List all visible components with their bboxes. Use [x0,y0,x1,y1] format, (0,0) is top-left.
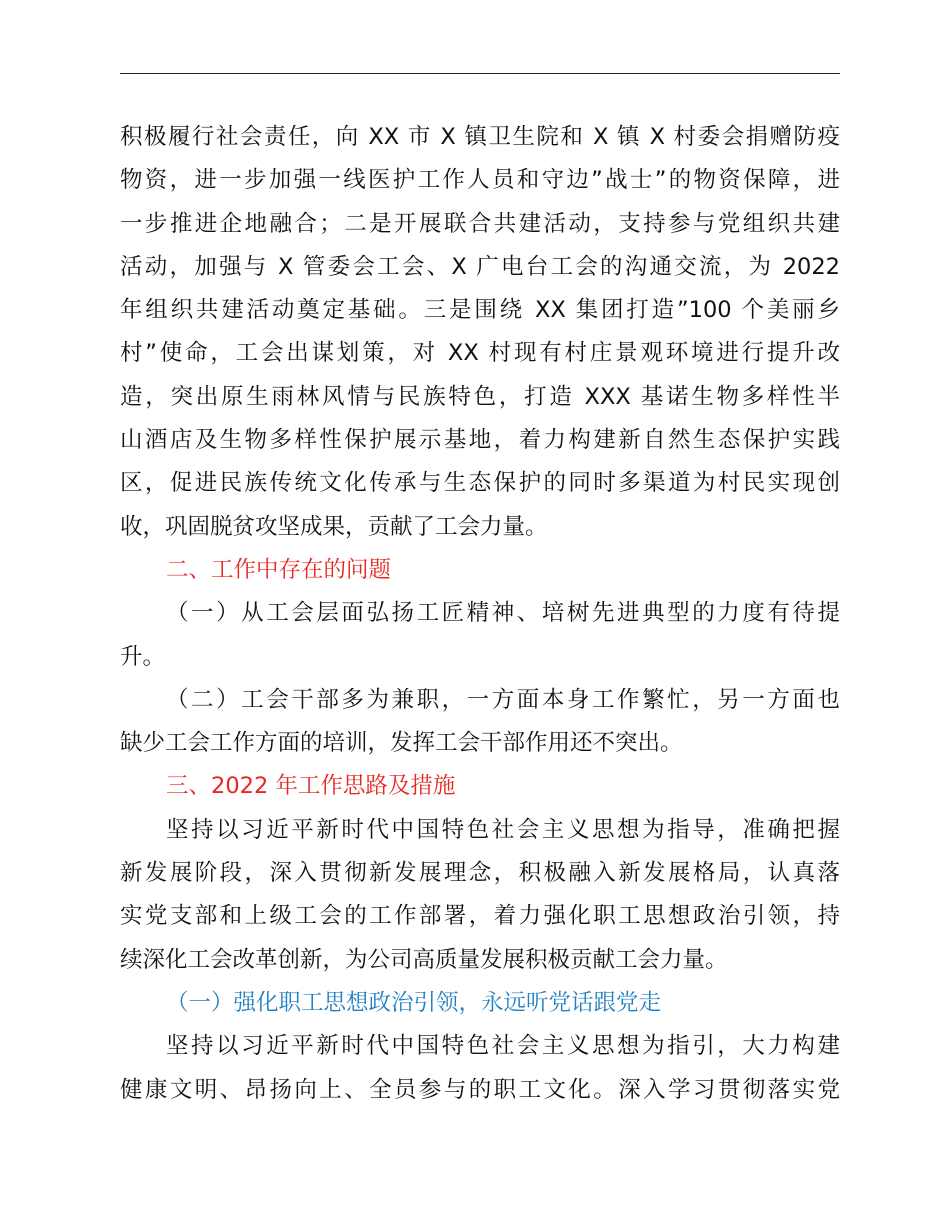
text-line: （二）工会干部多为兼职，一方面本身工作繁忙，另一方面也 [166,686,840,713]
text-line: 一步推进企地融合；二是开展联合共建活动，支持参与党组织共建 [120,210,840,237]
text-line: 年组织共建活动奠定基础。三是围绕 XX 集团打造”100 个美丽乡 [120,297,840,324]
political-guidance-paragraph [120,1025,840,1112]
text-line: 收，巩固脱贫攻坚成果，贡献了工会力量。 [120,513,548,540]
paragraph-continuation [120,116,840,549]
subsection-heading-political-guidance: （一）强化职工思想政治引领，永远听党话跟党走 [166,989,662,1016]
text-line: 物资，进一步加强一线医护工作人员和守边”战士”的物资保障，进 [120,167,840,194]
problem-item-2 [120,679,840,766]
text-line: 积极履行社会责任，向 XX 市 X 镇卫生院和 X 镇 X 村委会捐赠防疫 [120,124,840,150]
section-heading-plans: 三、2022 年工作思路及措施 [166,773,456,800]
text-line: （一）从工会层面弘扬工匠精神、培树先进典型的力度有待提 [166,600,840,627]
text-line: 升。 [120,643,166,670]
text-line: 区，促进民族传统文化传承与生态保护的同时多渠道为村民实现创 [120,470,840,497]
text-line: 坚持以习近平新时代中国特色社会主义思想为指导，准确把握 [166,816,840,843]
text-line: 山酒店及生物多样性保护展示基地，着力构建新自然生态保护实践 [120,427,840,454]
text-line: 实党支部和上级工会的工作部署，着力强化职工思想政治引领，持 [120,903,840,930]
document-body [120,116,840,1112]
text-line: 健康文明、昂扬向上、全员参与的职工文化。深入学习贯彻落实党 [120,1076,840,1103]
text-line: 新发展阶段，深入贯彻新发展理念，积极融入新发展格局，认真落 [120,860,840,887]
text-line: 坚持以习近平新时代中国特色社会主义思想为指引，大力构建 [166,1033,840,1060]
text-line: 造，突出原生雨林风情与民族特色，打造 XXX 基诺生物多样性半 [120,383,840,410]
problem-item-1 [120,592,840,679]
text-line: 活动，加强与 X 管委会工会、X 广电台工会的沟通交流，为 2022 [120,253,840,280]
text-line: 续深化工会改革创新，为公司高质量发展积极贡献工会力量。 [120,946,728,973]
text-line: 村”使命，工会出谋划策，对 XX 村现有村庄景观环境进行提升改 [120,340,840,367]
section-heading-problems: 二、工作中存在的问题 [166,556,392,583]
header-rule [120,73,840,74]
text-line: 缺少工会工作方面的培训，发挥工会干部作用还不突出。 [120,730,683,757]
plans-intro-paragraph [120,809,840,982]
